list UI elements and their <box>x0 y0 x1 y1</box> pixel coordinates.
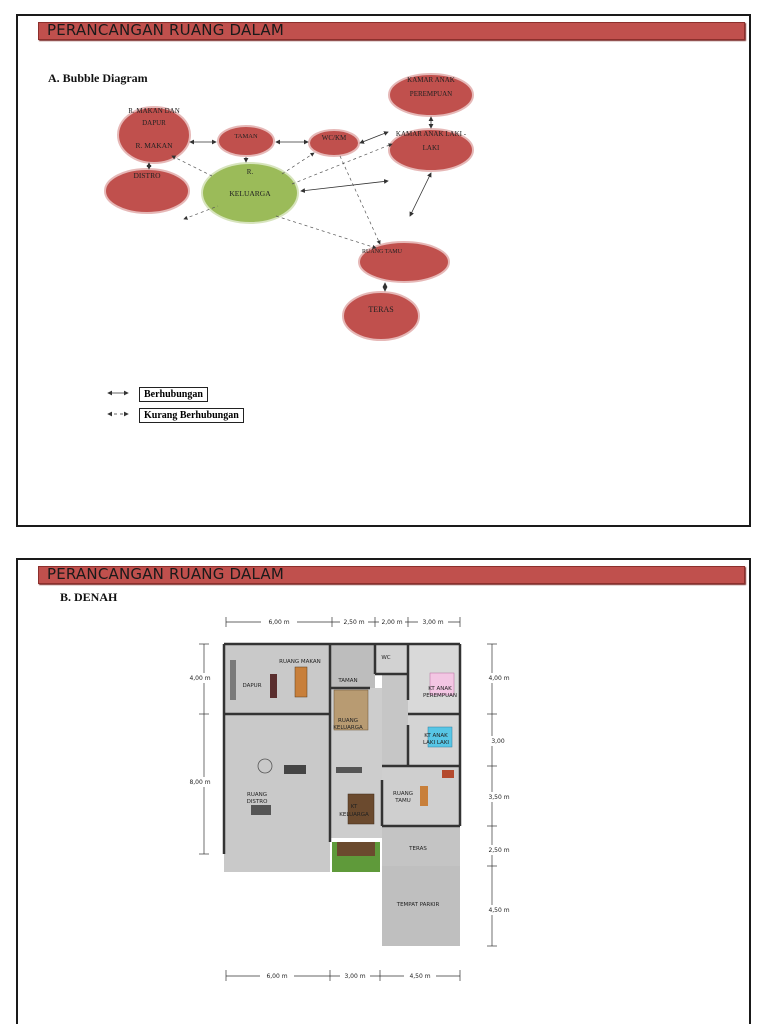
link-wc-laki <box>360 132 388 143</box>
dash-wc-tamu <box>340 156 380 244</box>
label-r-keluarga-1: R. <box>246 168 254 176</box>
floor-wc <box>375 644 408 674</box>
link-keluarga-laki <box>301 181 388 191</box>
dim-bottom-2: 3,00 m <box>344 973 366 980</box>
room-wc: WC <box>381 655 391 661</box>
room-kt-perempuan-1: KT ANAK <box>428 686 452 692</box>
label-r-makan-dapur-2: DAPUR <box>142 119 166 127</box>
label-kamar-laki-2: LAKI <box>422 144 440 152</box>
bubble-teras <box>343 292 419 340</box>
room-kt-keluarga-1: KT <box>350 804 358 810</box>
dim-top-3: 2,00 m <box>381 619 403 626</box>
dash-keluarga-tamu <box>276 216 376 248</box>
dim-top-2: 2,50 m <box>343 619 365 626</box>
distro-rack <box>251 805 271 815</box>
dash-makan-keluarga <box>172 156 212 176</box>
distro-counter <box>284 765 306 774</box>
label-r-keluarga-2: KELUARGA <box>229 189 271 198</box>
label-r-makan-dapur-1: R. MAKAN DAN <box>128 107 180 115</box>
label-ruang-tamu: RUANG TAMU <box>362 249 402 255</box>
slide-title: PERANCANGAN RUANG DALAM <box>47 21 284 39</box>
dim-top-4: 3,00 m <box>422 619 444 626</box>
room-dapur: DAPUR <box>242 683 262 689</box>
slide-denah <box>16 558 751 1024</box>
section-heading: A. Bubble Diagram <box>48 71 148 85</box>
legend-kurang-berhubungan: Kurang Berhubungan <box>139 408 244 423</box>
dim-left-2: 8,00 m <box>189 779 211 786</box>
bubble-diagram <box>18 16 749 525</box>
dash-keluarga-wc <box>282 153 314 174</box>
room-ruang-distro-1: RUANG <box>247 792 267 798</box>
label-r-makan: R. MAKAN <box>135 141 173 150</box>
slide-title: PERANCANGAN RUANG DALAM <box>47 565 284 583</box>
tv-cabinet <box>336 767 362 773</box>
label-wc-km: WC/KM <box>321 134 347 142</box>
tamu-sofa <box>442 770 454 778</box>
room-ruang-keluarga-2: KELUARGA <box>333 725 363 731</box>
keluarga-sofa <box>334 690 368 730</box>
dim-top-1: 6,00 m <box>268 619 290 626</box>
room-ruang-tamu-1: RUANG <box>393 791 413 797</box>
legend-berhubungan: Berhubungan <box>139 387 208 402</box>
label-kamar-perempuan-2: PEREMPUAN <box>409 90 453 98</box>
bubble-r-makan-dapur <box>118 107 190 163</box>
section-heading: B. DENAH <box>60 590 118 604</box>
bubble-ruang-tamu <box>359 242 449 282</box>
dim-right-2: 3,00 <box>491 738 505 745</box>
kitchen-cabinet <box>270 674 277 698</box>
slide-bubble-diagram <box>16 14 751 527</box>
room-ruang-makan: RUANG MAKAN <box>279 659 321 665</box>
label-kamar-perempuan-1: KAMAR ANAK <box>407 76 455 84</box>
label-distro: DISTRO <box>133 171 161 180</box>
dining-table <box>295 667 307 697</box>
room-taman: TAMAN <box>338 678 358 684</box>
room-ruang-distro-2: DISTRO <box>246 799 268 805</box>
dim-right-3: 3,50 m <box>488 794 510 801</box>
dim-bottom-1: 6,00 m <box>266 973 288 980</box>
label-teras: TERAS <box>368 305 394 314</box>
link-laki-down <box>410 173 431 216</box>
room-teras: TERAS <box>409 846 427 852</box>
bubble-taman <box>218 126 274 156</box>
floor-plan <box>18 560 749 1022</box>
room-kt-perempuan-2: PEREMPUAN <box>422 693 458 699</box>
room-kt-laki-1: KT ANAK <box>424 733 448 739</box>
dim-right-5: 4,50 m <box>488 907 510 914</box>
label-taman: TAMAN <box>234 133 258 140</box>
tamu-table <box>420 786 428 806</box>
dim-right-1: 4,00 m <box>488 675 510 682</box>
room-ruang-keluarga-1: RUANG <box>338 718 358 724</box>
label-kamar-laki-1: KAMAR ANAK LAKI - <box>395 130 467 138</box>
dim-bottom-3: 4,50 m <box>409 973 431 980</box>
dim-right-4: 2,50 m <box>488 847 510 854</box>
kitchen-counter <box>230 660 236 700</box>
room-tempat-parkir: TEMPAT PARKIR <box>396 902 440 908</box>
room-kt-keluarga-2: KELUARGA <box>339 812 369 818</box>
garden-bench <box>337 842 375 856</box>
room-kt-laki-2: LAKI LAKI <box>422 740 450 746</box>
dim-left-1: 4,00 m <box>189 675 211 682</box>
room-ruang-tamu-2: TAMU <box>395 798 411 804</box>
